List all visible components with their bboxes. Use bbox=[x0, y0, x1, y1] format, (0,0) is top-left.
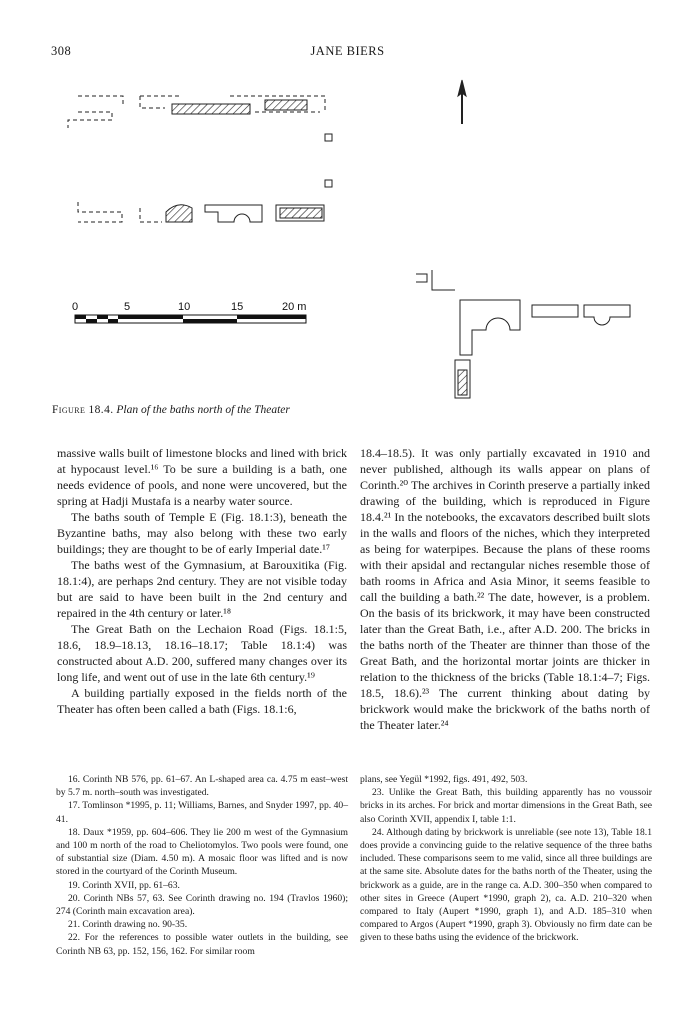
page-number: 308 bbox=[51, 44, 72, 58]
scale-tick-label: 5 bbox=[124, 301, 131, 313]
plan-wall-outline bbox=[460, 300, 520, 355]
footnote: 19. Corinth XVII, pp. 61–63. bbox=[68, 879, 180, 891]
footnote: 21. Corinth drawing no. 90-35. bbox=[68, 919, 188, 931]
footnote: 17. Tomlinson *1995, p. 11; Williams, Barnes, and Snyder 1997, pp. 40–41. bbox=[56, 800, 348, 825]
footnotes-left bbox=[56, 773, 348, 958]
plan-wall-hatched bbox=[265, 100, 307, 110]
plan-wall-dashed bbox=[68, 112, 112, 128]
running-head: JANE BIERS bbox=[310, 44, 385, 58]
figure-caption bbox=[52, 404, 290, 416]
plan-wall-hatched bbox=[280, 208, 322, 218]
plan-wall-hatched bbox=[166, 205, 192, 222]
body-column-left bbox=[57, 445, 347, 717]
footnote: 16. Corinth NB 576, pp. 61–67. An L-shaped area ca. 4.75 m east–west by 5.7 m. north–south was investigated. bbox=[56, 774, 348, 799]
footnote: 23. Unlike the Great Bath, this building apparently has no voussoir bricks in its arches. For brick and mortar dimensions in the Great Bath, see also Corinth XVII, appendix I, table 1:1. bbox=[360, 787, 652, 825]
plan-pier bbox=[325, 134, 332, 141]
figure-plan-drawing bbox=[0, 0, 695, 420]
scale-tick-label: 10 bbox=[178, 301, 191, 313]
scale-tick-label: 20 m bbox=[282, 301, 307, 313]
scale-tick-label: 0 bbox=[72, 301, 79, 313]
body-paragraph: The Great Bath on the Lechaion Road (Figs. 18.1:5, 18.6, 18.9–18.13, 18.16–18.17; Table 18.1:4) was constructed about A.D. 200, suffered many changes over its long life, and went out of use in the late 6th century.¹⁹ bbox=[57, 622, 347, 684]
plan-wall-dashed bbox=[78, 202, 122, 222]
body-column-right bbox=[360, 445, 650, 733]
body-paragraph: The baths south of Temple E (Fig. 18.1:3), beneath the Byzantine baths, may also belong with these two early buildings; they are thought to be of early Imperial date.¹⁷ bbox=[57, 510, 347, 556]
plan-wall-dashed bbox=[140, 208, 162, 222]
body-paragraph: A building partially exposed in the fields north of the Theater has often been called a bath (Figs. 18.1:6, bbox=[57, 686, 347, 716]
scale-bar bbox=[72, 301, 306, 323]
footnote: 20. Corinth NBs 57, 63. See Corinth drawing no. 194 (Travlos 1960); 274 (Corinth main excavation area). bbox=[56, 892, 348, 918]
body-paragraph: massive walls built of limestone blocks and lined with brick at hypocaust level.¹⁶ To be sure a building is a bath, one needs evidence of pools, and none were uncovered, but the spring at Hadji Mustafa is a nearby water source. bbox=[57, 446, 347, 508]
body-paragraph: 18.4–18.5). It was only partially excavated in 1910 and never published, although its walls appear on plans of Corinth.²⁰ The archives in Corinth preserve a partially inked drawing of the building, which is reproduced in Figure 18.4.²¹ In the notebooks, the excavators described built slots in the walls and floors of the niches, which they interpreted as being for waterpipes. Because the plans of these rooms with their apsidal and rectangular niches resemble those of bath rooms in Africa and Asia Minor, it seems feasible to call the building a bath.²² The date, however, is a problem. On the basis of its brickwork, it may have been constructed later than the Great Bath, i.e., after A.D. 200. The bricks in the baths north of the Theater are thinner than those of the Great Bath, and the horizontal mortar joints are thicker in relation to the thickness of the bricks (Table 18.1:4–7; Figs. 18.5, 18.6).²³ The current thinking about dating by brickwork would make the brickwork of the baths north of the Theater later.²⁴ bbox=[360, 446, 650, 732]
plan-apse-wall bbox=[584, 305, 630, 325]
footnote: 18. Daux *1959, pp. 604–606. They lie 200 m west of the Gymnasium and 100 m north of the road to Cheliotomylos. Two pools were found, one of substantial size (Diam. 4.50 m). A mosaic floor was lifted and is now stored in the courtyard of the Corinth Museum. bbox=[56, 826, 348, 878]
plan-wall-hatched bbox=[458, 370, 467, 395]
scale-tick-label: 15 bbox=[231, 301, 244, 313]
footnote: 22. For the references to possible water outlets in the building, see Corinth NB 63, pp. 152, 156, 162. For similar room bbox=[56, 932, 348, 957]
plan-apse-wall bbox=[205, 205, 262, 222]
footnotes-right bbox=[360, 773, 652, 945]
plan-pier bbox=[325, 180, 332, 187]
footnote: 24. Although dating by brickwork is unreliable (see note 13), Table 18.1 does provide a convincing guide to the relative sequence of the three baths included. These comparisons seem to me valid, since all three buildings are at the same site. Absolute dates for the baths north of the Theater, using the brickwork as a guide, are in the range ca. A.D. 300–350 when compared to other sites in Greece (Aupert *1990, graph 2), ca. A.D. 210–320 when compared to Italy (Aupert *1990, graph 1), and A.D. 185–310 when compared to Argos (Aupert *1990, graph 3). Obviously no firm date can be given to these baths using the evidence of the brickwork. bbox=[360, 826, 652, 944]
plan-wall-outline bbox=[532, 305, 578, 317]
plan-wall-dashed bbox=[78, 96, 123, 104]
body-paragraph: The baths west of the Gymnasium, at Barouxitika (Fig. 18.1:4), are perhaps 2nd century. They are not visible today but are said to have been built in the 2nd century and repaired in the 4th century or later.¹⁸ bbox=[57, 558, 347, 620]
figure-title: Plan of the baths north of the Theater bbox=[116, 404, 290, 416]
figure-label: Figure 18.4. bbox=[52, 404, 114, 416]
footnote: plans, see Yegül *1992, figs. 491, 492, 503. bbox=[360, 774, 528, 785]
plan-wall-outline bbox=[416, 270, 455, 290]
plan-wall-hatched bbox=[172, 104, 250, 114]
